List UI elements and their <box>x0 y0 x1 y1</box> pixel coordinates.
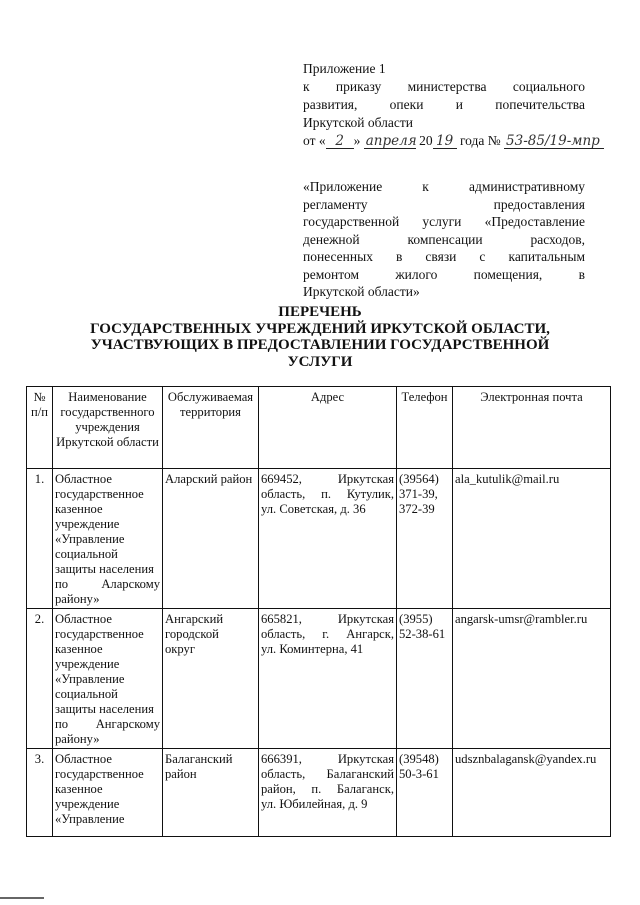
regulation-line: государственной услуги «Предоставление <box>303 214 585 229</box>
address-line: ул. Коминтерна, 41 <box>261 642 364 656</box>
territory-line: городской <box>165 627 219 641</box>
address-line: район, п. Балаганск, <box>261 782 394 796</box>
name-line: государственное <box>55 767 144 781</box>
territory-line: Балаганский <box>165 752 233 766</box>
row-num: 1. <box>27 469 53 609</box>
row-num: 3. <box>27 749 53 837</box>
date-mid: » <box>353 133 361 148</box>
name-line: учреждение <box>55 797 120 811</box>
row-phone <box>397 749 453 837</box>
table-row <box>27 469 611 609</box>
table-row <box>27 609 611 749</box>
heading-line-4: УСЛУГИ <box>287 353 353 370</box>
row-phone <box>397 469 453 609</box>
name-line: району» <box>55 592 100 606</box>
regulation-line: ремонтом жилого помещения, в <box>303 266 585 282</box>
document-heading <box>80 304 560 370</box>
name-line: учреждение <box>55 657 120 671</box>
row-email: angarsk-umsr@rambler.ru <box>453 609 611 749</box>
address-line: область, п. Кутулик, <box>261 487 394 501</box>
row-name <box>53 469 163 609</box>
appendix-block <box>303 60 600 150</box>
address-line: 665821, Иркутская <box>261 612 394 626</box>
name-line: защиты населения <box>55 562 154 576</box>
appendix-date-line <box>303 132 600 150</box>
name-line: району» <box>55 732 100 746</box>
date-day-handwritten: 2 <box>326 134 354 149</box>
year-suffix-handwritten: 19 <box>433 134 457 149</box>
phone-line: 371-39, <box>399 487 438 501</box>
name-line: социальной <box>55 547 118 561</box>
year-prefix: 20 <box>419 133 433 148</box>
name-line: по Ангарскому <box>55 717 160 731</box>
name-line: по Аларскому <box>55 577 160 591</box>
row-phone <box>397 609 453 749</box>
address-line: ул. Юбилейная, д. 9 <box>261 797 368 811</box>
name-line: государственное <box>55 487 144 501</box>
name-line: казенное <box>55 502 103 516</box>
row-num: 2. <box>27 609 53 749</box>
name-line: учреждение <box>55 517 120 531</box>
regulation-line: Иркутской области» <box>303 284 420 299</box>
date-prefix: от « <box>303 133 326 148</box>
territory-line: Ангарский <box>165 612 224 626</box>
number-label: года № <box>459 133 501 148</box>
row-territory <box>163 749 259 837</box>
name-line: казенное <box>55 642 103 656</box>
address-line: 669452, Иркутская <box>261 472 394 486</box>
name-line: казенное <box>55 782 103 796</box>
phone-line: 372-39 <box>399 502 435 516</box>
date-month-handwritten: апреля <box>365 133 417 149</box>
phone-line: 52-38-61 <box>399 627 446 641</box>
heading-line-3: УЧАСТВУЮЩИХ В ПРЕДОСТАВЛЕНИИ ГОСУДАРСТВЕННОЙ <box>90 337 550 353</box>
address-line: область, г. Ангарск, <box>261 627 394 641</box>
scan-artifact <box>0 897 44 899</box>
name-line: «Управление <box>55 672 125 686</box>
row-email: udsznbalagansk@yandex.ru <box>453 749 611 837</box>
row-territory <box>163 609 259 749</box>
regulation-line: понесенных в связи с капитальным <box>303 249 585 264</box>
header-email: Электронная почта <box>453 387 611 469</box>
name-line: Областное <box>55 612 112 626</box>
name-line: «Управление <box>55 812 125 826</box>
name-line: защиты населения <box>55 702 154 716</box>
regulation-line: денежной компенсации расходов, <box>303 231 585 247</box>
row-email: ala_kutulik@mail.ru <box>453 469 611 609</box>
header-territory: Обслуживаемая территория <box>163 387 259 469</box>
appendix-line-3: Иркутской области <box>303 115 414 130</box>
name-line: «Управление <box>55 532 125 546</box>
appendix-line-1: к приказу министерства социального <box>303 79 585 94</box>
table-header-row <box>27 387 611 469</box>
row-name <box>53 749 163 837</box>
header-address: Адрес <box>259 387 397 469</box>
row-address <box>259 469 397 609</box>
address-line: ул. Советская, д. 36 <box>261 502 366 516</box>
name-line: Областное <box>55 752 112 766</box>
territory-line: район <box>165 767 197 781</box>
regulation-reference <box>303 178 585 301</box>
table-row <box>27 749 611 837</box>
phone-line: (39564) <box>399 472 439 486</box>
order-number-handwritten: 53-85/19-мпр <box>504 134 604 149</box>
row-territory: Аларский район <box>163 469 259 609</box>
header-num: № п/п <box>27 387 53 469</box>
header-phone: Телефон <box>397 387 453 469</box>
regulation-line: «Приложение к административному <box>303 179 585 194</box>
appendix-line-2: развития, опеки и попечительства <box>303 97 585 112</box>
header-name: Наименование государственного учреждения Иркутской области <box>53 387 163 469</box>
heading-line-2: ГОСУДАРСТВЕННЫХ УЧРЕЖДЕНИЙ ИРКУТСКОЙ ОБЛАСТИ, <box>90 320 550 337</box>
phone-line: (3955) <box>399 612 433 626</box>
name-line: государственное <box>55 627 144 641</box>
row-name <box>53 609 163 749</box>
territory-line: округ <box>165 642 196 656</box>
heading-line-1: ПЕРЕЧЕНЬ <box>278 304 362 320</box>
regulation-line: регламенту предоставления <box>303 196 585 212</box>
appendix-title: Приложение 1 <box>303 61 386 76</box>
phone-line: 50-3-61 <box>399 767 439 781</box>
address-line: область, Балаганский <box>261 767 394 781</box>
phone-line: (39548) <box>399 752 439 766</box>
row-address <box>259 609 397 749</box>
name-line: Областное <box>55 472 112 486</box>
institutions-table <box>26 386 611 837</box>
address-line: 666391, Иркутская <box>261 752 394 766</box>
name-line: социальной <box>55 687 118 701</box>
row-address <box>259 749 397 837</box>
